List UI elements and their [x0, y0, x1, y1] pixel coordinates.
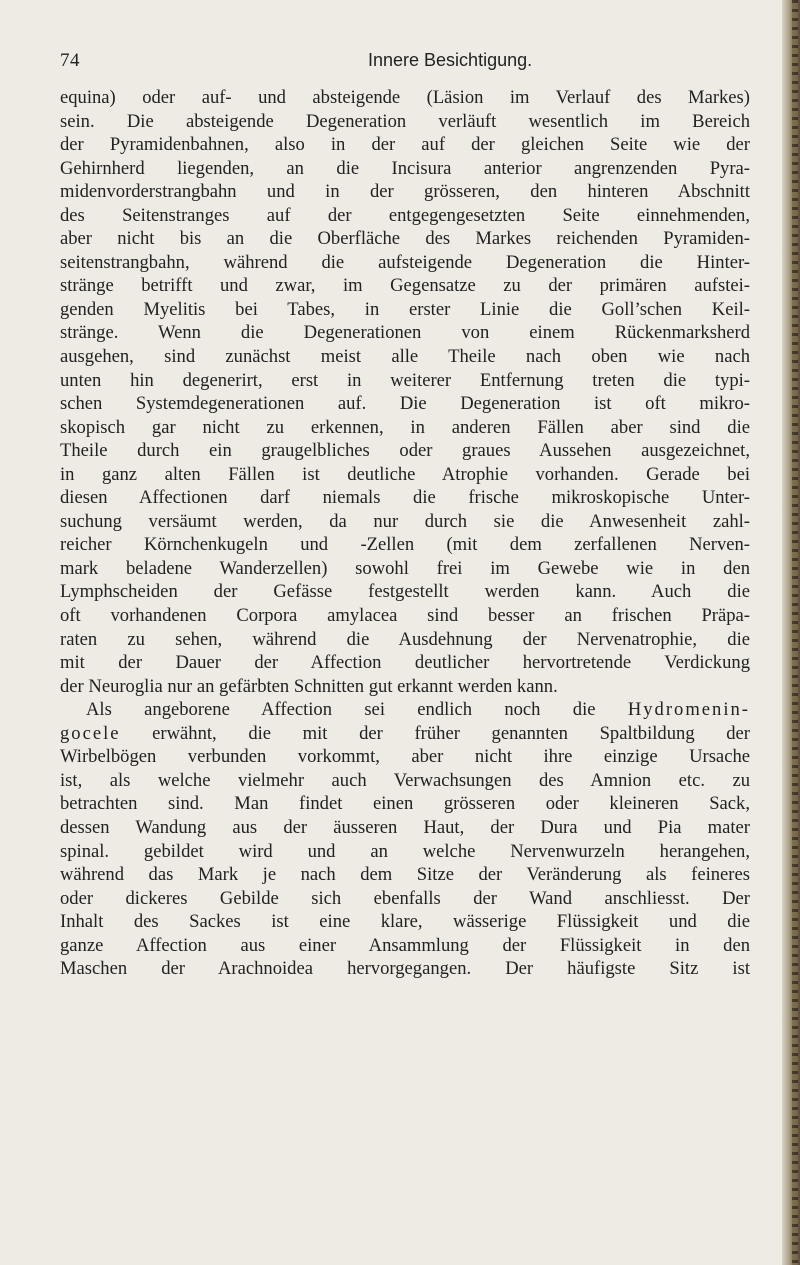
text-line: suchung versäumt werden, da nur durch sie die Anwesenheit zahl-: [60, 510, 750, 532]
page-number: 74: [60, 50, 80, 71]
text-line: Theile durch ein graugelbliches oder graues Aussehen ausgezeichnet,: [60, 440, 750, 462]
text-line: stränge betrifft und zwar, im Gegensatze zu der primären aufstei-: [60, 275, 750, 297]
text-line: mark beladene Wanderzellen) sowohl frei im Gewebe wie in den: [60, 557, 750, 579]
text-line: raten zu sehen, während die Ausdehnung der Nervenatrophie, die: [60, 628, 750, 650]
text-line: ausgehen, sind zunächst meist alle Theile nach oben wie nach: [60, 346, 750, 368]
text-line: seitenstrangbahn, während die aufsteigende Degeneration die Hinter-: [60, 251, 750, 273]
text-line: oft vorhandenen Corpora amylacea sind besser an frischen Präpa-: [60, 605, 750, 627]
text-line: diesen Affectionen darf niemals die frische mikroskopische Unter-: [60, 487, 750, 509]
text-line: equina) oder auf- und absteigende (Läsion im Verlauf des Markes): [60, 87, 750, 108]
text-line: aber nicht bis an die Oberfläche des Markes reichenden Pyramiden-: [60, 228, 750, 250]
paragraph-start-line: [60, 698, 750, 722]
text-line: skopisch gar nicht zu erkennen, in anderen Fällen aber sind die: [60, 416, 750, 438]
text-line: Wirbelbögen verbunden vorkommt, aber nicht ihre einzige Ursache: [60, 746, 750, 768]
text-line: midenvorderstrangbahn und in der grösseren, den hinteren Abschnitt: [60, 181, 750, 203]
text-line: in ganz alten Fällen ist deutliche Atrophie vorhanden. Gerade bei: [60, 463, 750, 485]
page-header: [60, 50, 750, 80]
text-run: erwähnt, die mit der früher genannten Spaltbildung der: [120, 722, 750, 744]
text-line: Gehirnherd liegenden, an die Incisura anterior angrenzenden Pyra-: [60, 157, 750, 179]
text-line: unten hin degenerirt, erst in weiterer Entfernung treten die typi-: [60, 369, 750, 391]
text-line: Maschen der Arachnoidea hervorgegangen. Der häufigste Sitz ist: [60, 958, 750, 980]
text-line: reicher Körnchenkugeln und -Zellen (mit dem zerfallenen Nerven-: [60, 534, 750, 556]
text-line: genden Myelitis bei Tabes, in erster Linie die Goll’schen Keil-: [60, 298, 750, 320]
text-line: schen Systemdegenerationen auf. Die Degeneration ist oft mikro-: [60, 393, 750, 415]
text-line: dessen Wandung aus der äusseren Haut, der Dura und Pia mater: [60, 816, 750, 838]
text-line: der Pyramidenbahnen, also in der auf der gleichen Seite wie der: [60, 134, 750, 156]
text-line: [60, 722, 750, 746]
emphasized-term: Hydromenin-: [627, 699, 750, 721]
text-line: oder dickeres Gebilde sich ebenfalls der Wand anschliesst. Der: [60, 887, 750, 909]
running-title: Innere Besichtigung.: [368, 50, 533, 70]
text-line: sein. Die absteigende Degeneration verläuft wesentlich im Bereich: [60, 110, 750, 132]
text-line: der Neuroglia nur an gefärbten Schnitten gut erkannt werden kann.: [60, 675, 558, 697]
text-line: betrachten sind. Man findet einen grösseren oder kleineren Sack,: [60, 793, 750, 815]
text-line: ganze Affection aus einer Ansammlung der Flüssigkeit in den: [60, 934, 750, 956]
text-line: Lymphscheiden der Gefässe festgestellt werden kann. Auch die: [60, 581, 750, 603]
emphasized-term: gocele: [60, 722, 121, 744]
text-line: spinal. gebildet wird und an welche Nervenwurzeln herangehen,: [60, 840, 750, 862]
body-text: [60, 86, 750, 981]
text-line: während das Mark je nach dem Sitze der Veränderung als feineres: [60, 864, 750, 886]
text-line: stränge. Wenn die Degenerationen von einem Rückenmarksherd: [60, 322, 750, 344]
text-line: des Seitenstranges auf der entgegengesetzten Seite einnehmenden,: [60, 204, 750, 226]
text-line: ist, als welche vielmehr auch Verwachsungen des Amnion etc. zu: [60, 769, 750, 791]
text-line: Inhalt des Sackes ist eine klare, wässerige Flüssigkeit und die: [60, 911, 750, 933]
text-line: mit der Dauer der Affection deutlicher hervortretende Verdickung: [60, 652, 750, 674]
binding-edge-texture: [792, 0, 798, 1265]
text-run: Als angeborene Affection sei endlich noch die: [86, 699, 628, 721]
